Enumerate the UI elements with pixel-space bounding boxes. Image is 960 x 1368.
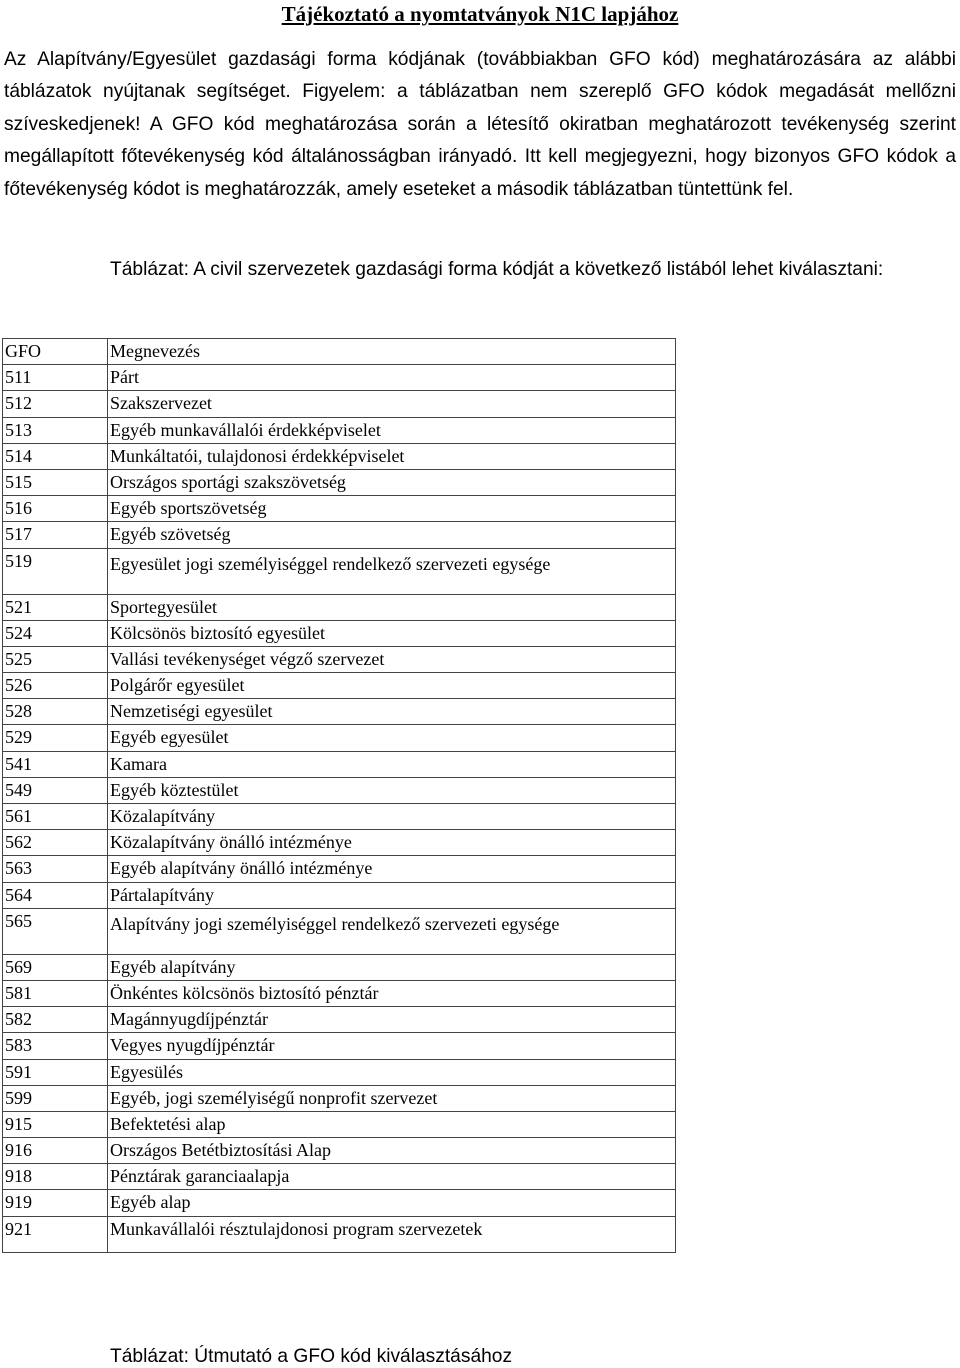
gfo-code-cell: 599 [3,1085,108,1111]
gfo-name-cell: Közalapítvány önálló intézménye [108,830,676,856]
gfo-name-cell: Egyesülés [108,1059,676,1085]
gfo-code-cell: 526 [3,673,108,699]
gfo-name-cell: Pénztárak garanciaalapja [108,1164,676,1190]
table-row [3,954,676,980]
table-row [3,882,676,908]
gfo-code-cell: 513 [3,417,108,443]
gfo-code-cell: 563 [3,856,108,882]
table-row [3,1059,676,1085]
table1-caption: Táblázat: A civil szervezetek gazdasági forma kódját a következő listából lehet kiválasztani: [110,259,884,280]
gfo-code-cell: 517 [3,522,108,548]
gfo-code-cell: 521 [3,594,108,620]
gfo-name-cell: Munkáltatói, tulajdonosi érdekképviselet [108,443,676,469]
page-title: Tájékoztató a nyomtatványok N1C lapjához [281,2,679,26]
table-row [3,1033,676,1059]
table-row [3,804,676,830]
table-row [3,1138,676,1164]
gfo-name-cell: Országos sportági szakszövetség [108,469,676,495]
gfo-name-cell: Egyéb szövetség [108,522,676,548]
gfo-name-cell: Egyéb, jogi személyiségű nonprofit szervezet [108,1085,676,1111]
table-row [3,1111,676,1137]
gfo-name-cell: Párt [108,365,676,391]
gfo-code-cell: 921 [3,1216,108,1252]
gfo-code-cell: 591 [3,1059,108,1085]
gfo-table [2,338,676,1253]
header-name: Megnevezés [108,339,676,365]
gfo-name-cell: Magánnyugdíjpénztár [108,1007,676,1033]
table-row [3,417,676,443]
table-row [3,522,676,548]
gfo-code-cell: 528 [3,699,108,725]
table-row [3,548,676,594]
gfo-code-cell: 516 [3,496,108,522]
table-row [3,1190,676,1216]
table-header-row [3,339,676,365]
gfo-name-cell: Befektetési alap [108,1111,676,1137]
table-row [3,830,676,856]
table-row [3,1164,676,1190]
table-row [3,777,676,803]
gfo-name-cell: Közalapítvány [108,804,676,830]
gfo-code-cell: 564 [3,882,108,908]
gfo-code-cell: 916 [3,1138,108,1164]
gfo-name-cell: Egyéb alapítvány [108,954,676,980]
gfo-code-cell: 583 [3,1033,108,1059]
gfo-code-cell: 529 [3,725,108,751]
gfo-code-cell: 525 [3,646,108,672]
gfo-name-cell: Egyéb munkavállalói érdekképviselet [108,417,676,443]
gfo-name-cell: Egyéb sportszövetség [108,496,676,522]
gfo-code-cell: 514 [3,443,108,469]
gfo-name-cell: Kamara [108,751,676,777]
table-row [3,620,676,646]
table-row [3,856,676,882]
table-row [3,496,676,522]
gfo-name-cell: Egyéb egyesület [108,725,676,751]
gfo-code-cell: 919 [3,1190,108,1216]
gfo-name-cell: Polgárőr egyesület [108,673,676,699]
gfo-name-cell: Egyesület jogi személyiséggel rendelkező szervezeti egysége [108,548,676,594]
gfo-name-cell: Vallási tevékenységet végző szervezet [108,646,676,672]
gfo-code-cell: 549 [3,777,108,803]
gfo-name-cell: Szakszervezet [108,391,676,417]
gfo-code-cell: 569 [3,954,108,980]
table-row [3,443,676,469]
gfo-code-cell: 562 [3,830,108,856]
intro-paragraph: Az Alapítvány/Egyesület gazdasági forma kódjának (továbbiakban GFO kód) meghatározására az alábbi táblázatok nyújtanak segítséget. Figyelem: a táblázatban nem szereplő GFO kódok megadását mellőzni szíveskedjenek! A GFO kód meghatározása során a létesítő okiratban meghatározott tevékenység szerint megállapított főtevékenység kód általánosságban irányadó. Itt kell megjegyezni, hogy bizonyos GFO kódok a főtevékenység kódot is meghatározzák, amely eseteket a második táblázatban tüntettünk fel. [4,49,956,200]
gfo-code-cell: 519 [3,548,108,594]
gfo-name-cell: Egyéb alapítvány önálló intézménye [108,856,676,882]
table-row [3,1007,676,1033]
gfo-name-cell: Vegyes nyugdíjpénztár [108,1033,676,1059]
gfo-code-cell: 581 [3,980,108,1006]
gfo-name-cell: Egyéb alap [108,1190,676,1216]
table-row [3,1085,676,1111]
table-row [3,469,676,495]
table-row [3,594,676,620]
gfo-code-cell: 918 [3,1164,108,1190]
table-row [3,646,676,672]
gfo-code-cell: 915 [3,1111,108,1137]
gfo-code-cell: 511 [3,365,108,391]
table2-caption: Táblázat: Útmutató a GFO kód kiválasztásához [110,1346,513,1367]
gfo-name-cell: Munkavállalói résztulajdonosi program szervezetek [108,1216,676,1252]
table-row [3,908,676,954]
table-row [3,980,676,1006]
table-row [3,391,676,417]
gfo-code-cell: 515 [3,469,108,495]
table-row [3,365,676,391]
gfo-code-cell: 512 [3,391,108,417]
gfo-code-cell: 582 [3,1007,108,1033]
table-row [3,751,676,777]
gfo-name-cell: Országos Betétbiztosítási Alap [108,1138,676,1164]
gfo-code-cell: 561 [3,804,108,830]
table-row [3,1216,676,1252]
table-row [3,673,676,699]
gfo-name-cell: Pártalapítvány [108,882,676,908]
table-row [3,725,676,751]
gfo-name-cell: Sportegyesület [108,594,676,620]
gfo-code-cell: 565 [3,908,108,954]
gfo-code-cell: 524 [3,620,108,646]
gfo-name-cell: Egyéb köztestület [108,777,676,803]
table-row [3,699,676,725]
gfo-code-cell: 541 [3,751,108,777]
gfo-name-cell: Nemzetiségi egyesület [108,699,676,725]
header-code: GFO [3,339,108,365]
gfo-name-cell: Kölcsönös biztosító egyesület [108,620,676,646]
gfo-name-cell: Alapítvány jogi személyiséggel rendelkező szervezeti egysége [108,908,676,954]
gfo-name-cell: Önkéntes kölcsönös biztosító pénztár [108,980,676,1006]
